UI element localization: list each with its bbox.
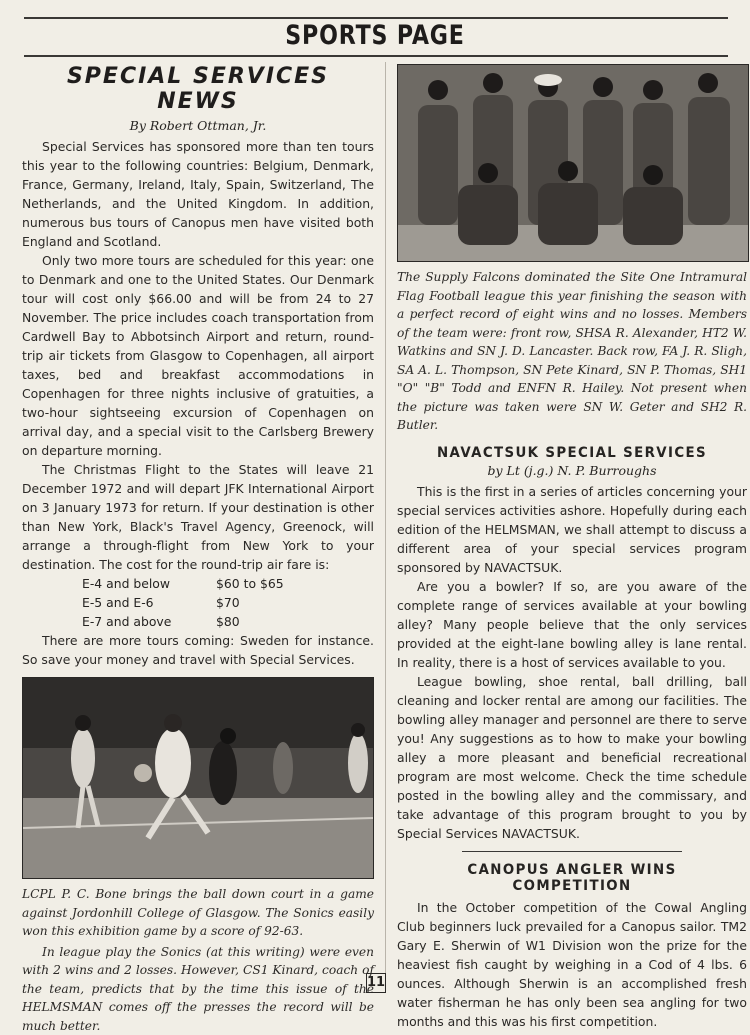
article-paragraph: There are more tours coming: Sweden for instance. So save your money and travel with Special Services. xyxy=(22,631,374,669)
section-rule xyxy=(462,851,682,852)
fare-price: $60 to $65 xyxy=(216,574,284,593)
navactsuk-byline: by Lt (j.g.) N. P. Burroughs xyxy=(397,463,747,478)
basketball-photo-image xyxy=(23,678,373,878)
fare-table xyxy=(82,574,374,631)
top-rule xyxy=(24,17,728,19)
basketball-caption: In league play the Sonics (at this writing) were even with 2 wins and 2 losses. However, CS1 Kinard, coach of the team, predicts that by the time this issue of the HELMSMAN comes off the presses the record will be much better. xyxy=(22,943,374,1035)
page-number: 11 xyxy=(366,973,386,993)
article-paragraph: Only two more tours are scheduled for this year: one to Denmark and one to the United States. Our Denmark tour will cost only $66.00 and will be from 24 to 27 November. The price includes coach transportation from Cardwell Bay to Abbotsinch Airport and return, round-trip air tickets from Glasgow to Copenhagen, all airport taxes, bed and breakfast accommodations in Copenhagen for three nights inclusive of gratuities, a two-hour sightseeing excursion of Copenhagen on arrival day, and a special visit to the Carlsberg Brewery on departure morning. xyxy=(22,251,374,460)
team-photo-caption: The Supply Falcons dominated the Site One Intramural Flag Football league this year finishing the season with a perfect record of eight wins and no losses. Members of the team were: front row, SHSA R. Alexander, HT2 W. Watkins and SN J. D. Lancaster. Back row, FA J. R. Sligh, SA A. L. Thompson, SN Pete Kinard, SN P. Thomas, SH1 "O" "B" Todd and ENFN R. Hailey. Not present when the picture was taken were SN W. Geter and SH2 R. Butler. xyxy=(397,268,747,435)
fare-grade: E-5 and E-6 xyxy=(82,593,216,612)
article-paragraph: This is the first in a series of articles concerning your special services activities ashore. Hopefully during each edition of the HELMSMAN, we shall attempt to discuss a different area of your special services program sponsored by NAVACTSUK. xyxy=(397,482,747,577)
left-column xyxy=(22,64,374,1035)
angler-headline: CANOPUS ANGLER WINS COMPETITION xyxy=(411,862,733,894)
column-divider xyxy=(385,62,386,978)
basketball-caption: LCPL P. C. Bone brings the ball down court in a game against Jordonhill College of Glasgow. The Sonics easily won this exhibition game by a score of 92-63. xyxy=(22,885,374,941)
fare-price: $70 xyxy=(216,593,240,612)
article-paragraph: The Christmas Flight to the States will leave 21 December 1972 and will depart JFK International Airport on 3 January 1973 for return. If your destination is other than New York, Black's Travel Agency, Greenock, will arrange a through-flight from New York to your destination. The cost for the round-trip air fare is: xyxy=(22,460,374,574)
article-byline: By Robert Ottman, Jr. xyxy=(22,118,374,133)
fare-row xyxy=(82,574,374,593)
page-masthead: SPORTS PAGE xyxy=(68,20,683,51)
flag-football-team-photo xyxy=(397,64,749,262)
fare-row xyxy=(82,593,374,612)
fare-row xyxy=(82,612,374,631)
navactsuk-headline: NAVACTSUK SPECIAL SERVICES xyxy=(411,445,733,461)
basketball-photo xyxy=(22,677,374,879)
fare-price: $80 xyxy=(216,612,240,631)
article-paragraph: League bowling, shoe rental, ball drilling, ball cleaning and locker rental are among our facilities. The bowling alley manager and personnel are there to serve you! Any suggestions as to how to make your bowling alley a more pleasant and beneficial recreational program are most welcome. Check the time schedule posted in the bowling alley and the commissary, and take advantage of this program brought to you by Special Services NAVACTSUK. xyxy=(397,672,747,843)
fare-grade: E-4 and below xyxy=(82,574,216,593)
right-column xyxy=(397,64,747,1031)
article-paragraph: In the October competition of the Cowal Angling Club beginners luck prevailed for a Canopus sailor. TM2 Gary E. Sherwin of W1 Division won the prize for the heaviest fish caught by weighing in a Cod of 4 lbs. 6 ounces. Although Sherwin is an accomplished fresh water fisherman he has only been sea angling for two months and this was his first competition. xyxy=(397,898,747,1031)
article-paragraph: Special Services has sponsored more than ten tours this year to the following countries: Belgium, Denmark, France, Germany, Ireland, Italy, Spain, Switzerland, The Netherlands, and the United Kingdom. In addition, numerous bus tours of Canopus men have visited both England and Scotland. xyxy=(22,137,374,251)
article-paragraph: Are you a bowler? If so, are you aware of the complete range of services available at your bowling alley? Many people believe that the only services provided at the eight-lane bowling alley is lane rental. In reality, there is a host of services available to you. xyxy=(397,577,747,672)
special-services-headline: SPECIAL SERVICES NEWS xyxy=(22,64,374,114)
team-photo-image xyxy=(398,65,748,261)
fare-grade: E-7 and above xyxy=(82,612,216,631)
masthead-rule xyxy=(24,55,728,57)
